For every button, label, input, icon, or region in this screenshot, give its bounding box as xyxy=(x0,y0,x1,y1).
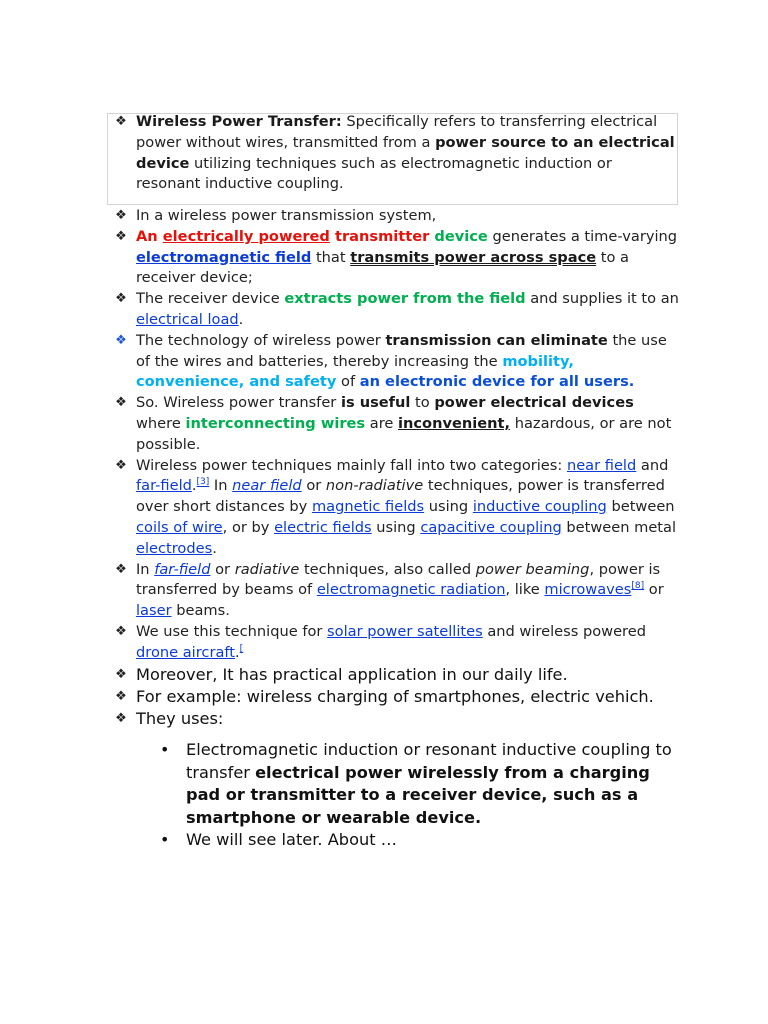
list-item: • We will see later. About … xyxy=(160,829,685,852)
list-item: ❖ They uses: xyxy=(110,708,680,730)
diamond-bullet-icon: ❖ xyxy=(115,666,127,682)
diamond-bullet-icon: ❖ xyxy=(115,710,127,726)
sub-bullet-list xyxy=(160,739,685,852)
list-item: ❖ In far-field or radiative techniques, also called power beaming, power is transferred by beams of electromagnetic radiation, like microwaves[8] or laser beams. xyxy=(110,560,680,622)
link-solar-power-satellites[interactable]: solar power satellites xyxy=(327,622,483,640)
diamond-bullet-icon: ❖ xyxy=(115,623,127,639)
list-item: ❖ Wireless power techniques mainly fall into two categories: near field and far-field.[3] In near field or non-radiative techniques, power is transferred over short distances by magnetic fields using inductive coupling between coils of wire, or by electric fields using capacitive coupling between metal electrodes. xyxy=(110,456,680,560)
list-item: ❖ Moreover, It has practical application in our daily life. xyxy=(110,664,680,686)
link-far-field-2[interactable]: far-field xyxy=(154,560,211,578)
diamond-bullet-icon: ❖ xyxy=(115,228,127,244)
citation-link[interactable]: [8] xyxy=(631,581,645,592)
dot-bullet-icon: • xyxy=(160,830,170,850)
link-coils-of-wire[interactable]: coils of wire xyxy=(136,518,223,536)
link-electrical-load[interactable]: electrical load xyxy=(136,310,239,328)
diamond-bullet-icon: ❖ xyxy=(115,208,127,223)
dot-bullet-icon: • xyxy=(160,740,170,759)
citation-link[interactable]: [ xyxy=(239,643,244,654)
link-laser[interactable]: laser xyxy=(136,602,172,620)
list-item: ❖ In a wireless power transmission system, xyxy=(110,206,680,227)
diamond-bullet-icon: ❖ xyxy=(115,457,127,473)
list-item: ❖ The receiver device extracts power from the field and supplies it to an electrical load. xyxy=(110,289,680,331)
citation-link[interactable]: [3] xyxy=(196,477,210,488)
diamond-bullet-icon: ❖ xyxy=(115,688,127,704)
definition-list xyxy=(110,112,680,195)
link-near-field-2[interactable]: near field xyxy=(232,477,302,495)
list-item: ❖ We use this technique for solar power satellites and wireless powered drone aircraft.[ xyxy=(110,622,680,664)
link-far-field[interactable]: far-field xyxy=(136,477,192,495)
diamond-bullet-icon: ❖ xyxy=(115,561,127,577)
link-electrically-powered[interactable]: electrically powered xyxy=(162,227,330,245)
list-item: • Electromagnetic induction or resonant inductive coupling to transfer electrical power wirelessly from a charging pad or transmitter to a receiver device, such as a smartphone or wearable device. xyxy=(160,740,672,827)
definition-title: Wireless Power Transfer: xyxy=(136,113,342,130)
link-electromagnetic-field[interactable]: electromagnetic field xyxy=(136,248,312,266)
diamond-bullet-icon: ❖ xyxy=(115,395,127,411)
link-capacitive-coupling[interactable]: capacitive coupling xyxy=(420,518,562,536)
list-item: ❖ So. Wireless power transfer is useful to power electrical devices where interconnecting wires are inconvenient, hazardous, or are not possible. xyxy=(110,393,680,455)
link-drone-aircraft[interactable]: drone aircraft xyxy=(136,643,235,661)
link-electromagnetic-radiation[interactable]: electromagnetic radiation xyxy=(316,581,506,599)
link-microwaves[interactable]: microwaves xyxy=(544,581,632,599)
list-item: ❖ Wireless Power Transfer: Specifically refers to transferring electrical power without wires, transmitted from a power source to an electrical device utilizing techniques such as electromagnetic induction or resonant inductive coupling. xyxy=(110,112,680,195)
link-electrodes[interactable]: electrodes xyxy=(136,539,213,557)
diamond-bullet-icon: ❖ xyxy=(115,291,127,307)
list-item: ❖ For example: wireless charging of smartphones, electric vehich. xyxy=(110,686,680,708)
main-bullet-list xyxy=(110,206,680,730)
link-near-field[interactable]: near field xyxy=(566,456,637,474)
diamond-bullet-icon: ❖ xyxy=(115,114,127,129)
list-item: ❖ The technology of wireless power transmission can eliminate the use of the wires and batteries, thereby increasing the mobility, convenience, and safety of an electronic device for all users. xyxy=(110,331,680,393)
list-item: ❖ An electrically powered transmitter device generates a time-varying electromagnetic field that transmits power across space to a receiver device; xyxy=(110,227,680,289)
diamond-bullet-icon: ❖ xyxy=(115,332,127,348)
link-inductive-coupling[interactable]: inductive coupling xyxy=(472,498,607,516)
link-magnetic-fields[interactable]: magnetic fields xyxy=(311,498,425,516)
link-electric-fields[interactable]: electric fields xyxy=(274,518,372,536)
